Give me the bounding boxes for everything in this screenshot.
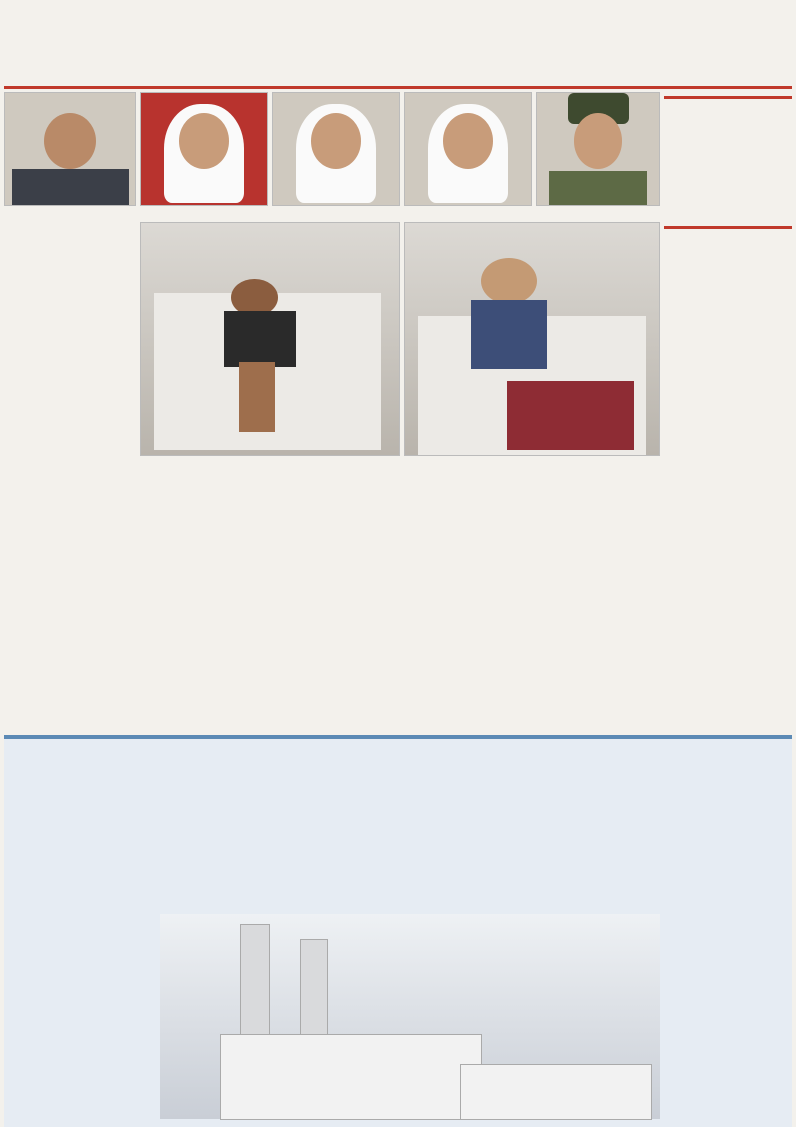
article-column-2 xyxy=(536,468,658,730)
portrait-photo-3 xyxy=(272,92,400,206)
portrait-photo-2 xyxy=(404,92,532,206)
portrait-photo-5 xyxy=(4,92,136,206)
article-headline xyxy=(4,30,792,86)
sidebar2-rule xyxy=(664,226,792,229)
portrait-photo-4 xyxy=(140,92,268,206)
sidebar1-rule xyxy=(664,96,792,99)
article-column-4 xyxy=(272,468,398,730)
headline-divider xyxy=(4,86,792,89)
photo-boy-in-hospital xyxy=(404,222,660,456)
article-column-3 xyxy=(404,468,530,730)
portrait-photo-1 xyxy=(536,92,660,206)
article-column-5 xyxy=(140,468,266,730)
photo-girl-in-hospital xyxy=(140,222,400,456)
article-column-6 xyxy=(4,222,134,730)
box2-column-4 xyxy=(268,800,392,910)
box2-column-1 xyxy=(664,974,788,1094)
article-column-1 xyxy=(664,384,792,729)
box2-column-5 xyxy=(12,800,152,1100)
desalination-plant-photo xyxy=(160,914,660,1119)
secondary-story-title xyxy=(60,750,660,794)
article-kicker xyxy=(0,0,796,28)
